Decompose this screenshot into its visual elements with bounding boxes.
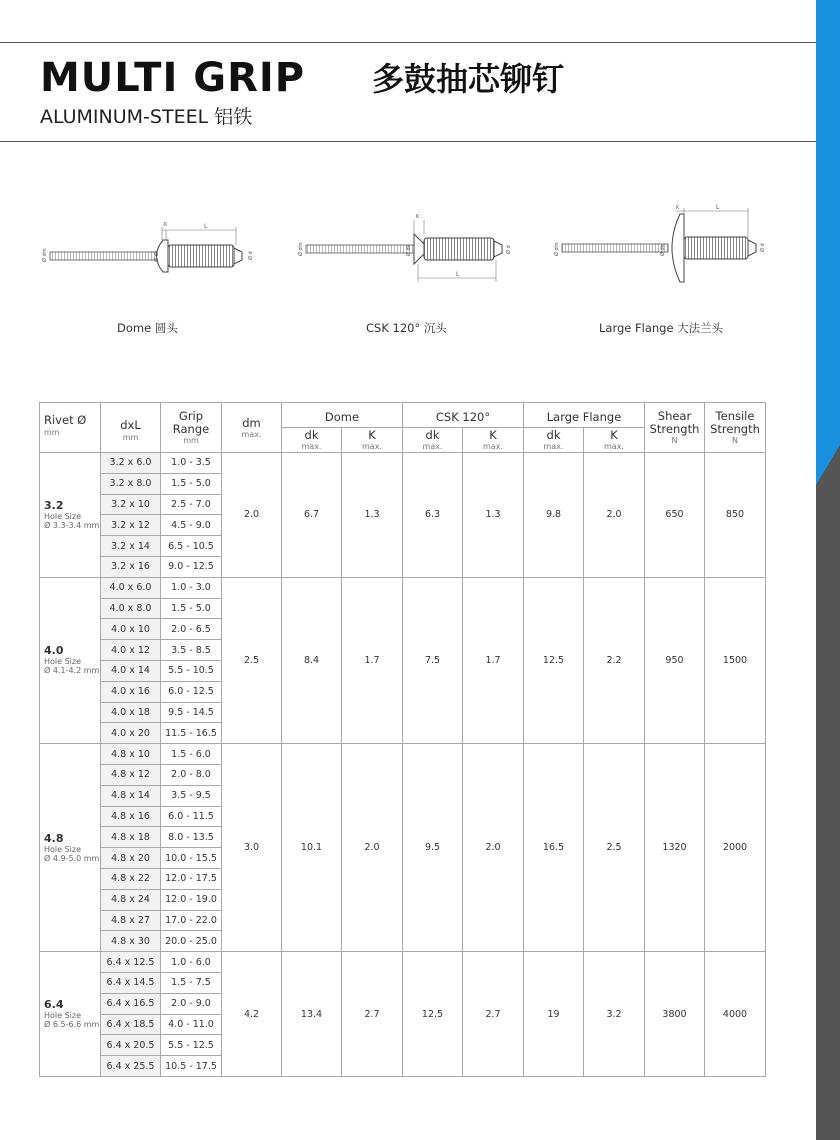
shear-strength-cell: 950 — [645, 577, 705, 743]
dm-cell: 2.0 — [222, 453, 282, 578]
dxl-cell: 4.8 x 22 — [101, 868, 161, 889]
table-row — [40, 453, 766, 474]
rivet-diameter-cell — [40, 453, 101, 578]
dome-k-label: K — [164, 222, 168, 228]
rivet-diameter-cell — [40, 577, 101, 743]
dxl-cell: 4.8 x 27 — [101, 910, 161, 931]
dm-cell: 2.5 — [222, 577, 282, 743]
side-accent-bar — [816, 0, 840, 460]
grip-range-cell: 9.5 - 14.5 — [161, 702, 222, 723]
header-rivet: Rivet Ø mm — [40, 403, 101, 453]
dxl-cell: 6.4 x 25.5 — [101, 1056, 161, 1077]
grip-range-cell: 1.5 - 6.0 — [161, 744, 222, 765]
page-title-chinese: 多鼓抽芯铆钉 — [372, 60, 565, 98]
dome-k-cell: 2.0 — [342, 744, 403, 952]
header-csk: CSK 120° — [403, 403, 524, 428]
hole-size-value: Ø 4.9-5.0 mm — [44, 853, 100, 863]
grip-range-cell: 1.0 - 3.5 — [161, 453, 222, 474]
dxl-cell: 6.4 x 16.5 — [101, 993, 161, 1014]
csk-dk-cell: 12.5 — [403, 952, 463, 1077]
hole-size-label: Hole Size — [44, 844, 82, 854]
dome-dm-label: Ø dm — [42, 248, 48, 262]
table-row — [40, 744, 766, 765]
grip-range-cell: 5.5 - 12.5 — [161, 1035, 222, 1056]
rivet-diameter-cell — [40, 744, 101, 952]
dome-d-label: Ø d — [248, 251, 254, 260]
dome-dk-cell: 8.4 — [282, 577, 342, 743]
caption-csk: CSK 120° 沉头 — [366, 321, 447, 335]
flange-k-label: K — [676, 205, 680, 211]
flange-dm-label: Ø dm — [554, 242, 560, 256]
header-dome-k: K max. — [342, 428, 403, 453]
grip-range-cell: 2.0 - 9.0 — [161, 993, 222, 1014]
flange-l-label: L — [716, 204, 720, 211]
grip-range-cell: 2.0 - 8.0 — [161, 764, 222, 785]
dxl-cell: 4.8 x 18 — [101, 827, 161, 848]
csk-k-cell: 2.0 — [463, 744, 524, 952]
grip-range-cell: 3.5 - 8.5 — [161, 640, 222, 661]
header-csk-dk: dk max. — [403, 428, 463, 453]
tensile-strength-cell: 1500 — [705, 577, 766, 743]
flange-dk-cell: 12.5 — [524, 577, 584, 743]
hole-size-label: Hole Size — [44, 657, 82, 667]
grip-range-cell: 6.0 - 12.5 — [161, 681, 222, 702]
header-shear-strength: Shear Strength N — [645, 403, 705, 453]
dxl-cell: 3.2 x 16 — [101, 556, 161, 577]
rivet-drawings — [0, 200, 816, 300]
shear-strength-cell: 3800 — [645, 952, 705, 1077]
dome-rivet-drawing — [41, 222, 254, 272]
side-dark-bar — [816, 445, 840, 1140]
grip-range-cell: 6.5 - 10.5 — [161, 536, 222, 557]
csk-dk-cell: 9.5 — [403, 744, 463, 952]
grip-range-cell: 20.0 - 25.0 — [161, 931, 222, 952]
grip-range-cell: 10.0 - 15.5 — [161, 848, 222, 869]
tensile-strength-cell: 4000 — [705, 952, 766, 1077]
dxl-cell: 4.8 x 16 — [101, 806, 161, 827]
dxl-cell: 4.0 x 8.0 — [101, 598, 161, 619]
flange-k-cell: 2.2 — [584, 577, 645, 743]
flange-dk-cell: 16.5 — [524, 744, 584, 952]
header-large-flange: Large Flange — [524, 403, 645, 428]
dxl-cell: 4.0 x 16 — [101, 681, 161, 702]
flange-k-cell: 2.0 — [584, 453, 645, 578]
dxl-cell: 4.8 x 24 — [101, 889, 161, 910]
tensile-strength-cell: 2000 — [705, 744, 766, 952]
dxl-cell: 3.2 x 10 — [101, 494, 161, 515]
header-grip-range: Grip Range mm — [161, 403, 222, 453]
rivet-diameter: 4.8 — [44, 831, 64, 845]
dxl-cell: 4.0 x 10 — [101, 619, 161, 640]
csk-k-label: K — [416, 214, 420, 220]
tensile-strength-cell: 850 — [705, 453, 766, 578]
dome-dk-cell: 6.7 — [282, 453, 342, 578]
hole-size-label: Hole Size — [44, 1011, 82, 1021]
hole-size-label: Hole Size — [44, 511, 82, 521]
dxl-cell: 3.2 x 12 — [101, 515, 161, 536]
dxl-cell: 4.8 x 30 — [101, 931, 161, 952]
shear-strength-cell: 650 — [645, 453, 705, 578]
side-accent-cut — [816, 445, 840, 485]
grip-range-cell: 1.5 - 5.0 — [161, 473, 222, 494]
top-rule — [0, 42, 816, 43]
csk-k-cell: 2.7 — [463, 952, 524, 1077]
grip-range-cell: 1.0 - 6.0 — [161, 952, 222, 973]
grip-range-cell: 2.5 - 7.0 — [161, 494, 222, 515]
header-tensile-strength: Tensile Strength N — [705, 403, 766, 453]
grip-range-cell: 10.5 - 17.5 — [161, 1056, 222, 1077]
dome-dk-cell: 13.4 — [282, 952, 342, 1077]
dxl-cell: 4.8 x 10 — [101, 744, 161, 765]
grip-range-cell: 12.0 - 17.5 — [161, 868, 222, 889]
rivet-diameter: 6.4 — [44, 998, 64, 1012]
dxl-cell: 4.8 x 20 — [101, 848, 161, 869]
csk-d-label: Ø d — [506, 245, 512, 254]
header-dxl: dxL mm — [101, 403, 161, 453]
table-row — [40, 952, 766, 973]
dxl-cell: 4.8 x 14 — [101, 785, 161, 806]
grip-range-cell: 4.0 - 11.0 — [161, 1014, 222, 1035]
csk-k-cell: 1.7 — [463, 577, 524, 743]
dxl-cell: 4.0 x 12 — [101, 640, 161, 661]
csk-dm-label: Ø dm — [298, 242, 304, 256]
grip-range-cell: 8.0 - 13.5 — [161, 827, 222, 848]
header-dome: Dome — [282, 403, 403, 428]
flange-dk-cell: 9.8 — [524, 453, 584, 578]
header-rule — [0, 141, 816, 142]
rivet-diameter: 4.0 — [44, 644, 64, 658]
header-dm: dm max. — [222, 403, 282, 453]
dome-dk-cell: 10.1 — [282, 744, 342, 952]
caption-dome: Dome 圆头 — [117, 321, 178, 335]
flange-d-label: Ø d — [760, 243, 766, 252]
grip-range-cell: 6.0 - 11.5 — [161, 806, 222, 827]
csk-rivet-drawing — [297, 214, 512, 282]
dxl-cell: 3.2 x 14 — [101, 536, 161, 557]
dxl-cell: 4.0 x 18 — [101, 702, 161, 723]
dm-cell: 4.2 — [222, 952, 282, 1077]
csk-l-label: L — [456, 271, 460, 278]
csk-dk-cell: 6.3 — [403, 453, 463, 578]
grip-range-cell: 1.5 - 7.5 — [161, 972, 222, 993]
header-dome-dk: dk max. — [282, 428, 342, 453]
rivet-diameter: 3.2 — [44, 498, 64, 512]
dxl-cell: 4.8 x 12 — [101, 764, 161, 785]
csk-dk-label: Ø dk — [406, 244, 412, 256]
dome-k-cell: 2.7 — [342, 952, 403, 1077]
header-csk-k: K max. — [463, 428, 524, 453]
dxl-cell: 6.4 x 14.5 — [101, 972, 161, 993]
grip-range-cell: 1.5 - 5.0 — [161, 598, 222, 619]
grip-range-cell: 4.5 - 9.0 — [161, 515, 222, 536]
grip-range-cell: 12.0 - 19.0 — [161, 889, 222, 910]
dxl-cell: 3.2 x 8.0 — [101, 473, 161, 494]
grip-range-cell: 9.0 - 12.5 — [161, 556, 222, 577]
flange-k-cell: 3.2 — [584, 952, 645, 1077]
flange-rivet-drawing — [553, 204, 766, 282]
csk-k-cell: 1.3 — [463, 453, 524, 578]
caption-large-flange: Large Flange 大法兰头 — [599, 321, 724, 335]
dxl-cell: 6.4 x 12.5 — [101, 952, 161, 973]
header-flange-dk: dk max. — [524, 428, 584, 453]
rivet-diameter-cell — [40, 952, 101, 1077]
dxl-cell: 4.0 x 20 — [101, 723, 161, 744]
flange-dk-label: Ø dk — [660, 244, 666, 256]
dxl-cell: 6.4 x 20.5 — [101, 1035, 161, 1056]
hole-size-value: Ø 3.3-3.4 mm — [44, 520, 100, 530]
dm-cell: 3.0 — [222, 744, 282, 952]
flange-k-cell: 2.5 — [584, 744, 645, 952]
dxl-cell: 4.0 x 14 — [101, 660, 161, 681]
hole-size-value: Ø 6.5-6.6 mm — [44, 1020, 100, 1030]
dome-k-cell: 1.3 — [342, 453, 403, 578]
spec-table-body — [40, 453, 766, 1077]
flange-dk-cell: 19 — [524, 952, 584, 1077]
grip-range-cell: 1.0 - 3.0 — [161, 577, 222, 598]
dome-k-cell: 1.7 — [342, 577, 403, 743]
dome-dk-label: Ø dk — [154, 250, 160, 262]
dxl-cell: 3.2 x 6.0 — [101, 453, 161, 474]
hole-size-value: Ø 4.1-4.2 mm — [44, 666, 100, 676]
grip-range-cell: 3.5 - 9.5 — [161, 785, 222, 806]
grip-range-cell: 17.0 - 22.0 — [161, 910, 222, 931]
header-flange-k: K max. — [584, 428, 645, 453]
csk-dk-cell: 7.5 — [403, 577, 463, 743]
dome-l-label: L — [204, 223, 208, 230]
spec-table — [39, 402, 766, 1077]
dxl-cell: 4.0 x 6.0 — [101, 577, 161, 598]
shear-strength-cell: 1320 — [645, 744, 705, 952]
grip-range-cell: 5.5 - 10.5 — [161, 660, 222, 681]
grip-range-cell: 11.5 - 16.5 — [161, 723, 222, 744]
grip-range-cell: 2.0 - 6.5 — [161, 619, 222, 640]
table-row — [40, 577, 766, 598]
dxl-cell: 6.4 x 18.5 — [101, 1014, 161, 1035]
page-subtitle: ALUMINUM-STEEL 铝铁 — [40, 106, 253, 128]
page-title: MULTI GRIP — [40, 55, 306, 101]
